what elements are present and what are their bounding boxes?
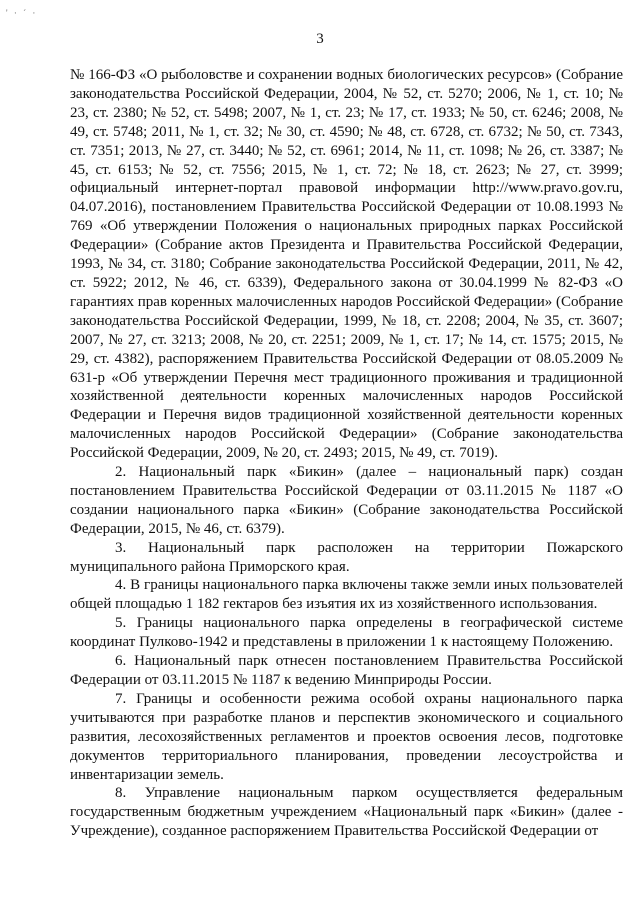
paragraph-2: 2. Национальный парк «Бикин» (далее – национальный парк) создан постановлением Правительства Российской Федерации от 03.11.2015 № 1187 «О создании национального парка «Бикин» (Собрание законодательства Российской Федерации, 2015, № 46, ст. 6379).: [70, 464, 623, 537]
paragraph-7: 7. Границы и особенности режима особой охраны национального парка учитываются при разработке планов и перспектив экономического и социального развития, лесохозяйственных регламентов и проектов освоения лесов, подготовке документов территориального планирования, проведении лесоустройства и инвентаризации земель.: [70, 690, 623, 783]
paragraph-3: 3. Национальный парк расположен на территории Пожарского муниципального района Приморского края.: [70, 539, 623, 575]
document-body: [70, 66, 623, 841]
paragraph-6: 6. Национальный парк отнесен постановлением Правительства Российской Федерации от 03.11.2015 № 1187 к ведению Минприроды России.: [70, 653, 623, 688]
paragraph-8: 8. Управление национальным парком осуществляется федеральным государственным бюджетным учреждением «Национальный парк «Бикин» (далее - Учреждение), созданное распоряжением Правительства Российской Федерации от: [70, 785, 623, 840]
scan-marks: ' · ´ ·: [6, 8, 38, 18]
paragraph-legal-basis-continued: № 166-ФЗ «О рыболовстве и сохранении водных биологических ресурсов» (Собрание законодательства Российской Федерации, 2004, № 52, ст. 5270; 2006, № 1, ст. 10; № 23, ст. 2380; № 52, ст. 5498; 2007, № 1, ст. 23; № 17, ст. 1933; № 50, ст. 6246; 2008, № 49, ст. 5748; 2011, № 1, ст. 32; № 30, ст. 4590; № 48, ст. 6728, ст. 6732; № 50, ст. 7343, ст. 7351; 2013, № 27, ст. 3440; № 52, ст. 6961; 2014, № 11, ст. 1098; № 26, ст. 3387; № 45, ст. 6153; № 52, ст. 7556; 2015, № 1, ст. 72; № 18, ст. 2623; № 27, ст. 3999; официальный интернет-портал правовой информации http://www.pravo.gov.ru, 04.07.2016), постановлением Правительства Российской Федерации от 10.08.1993 № 769 «Об утверждении Положения о национальных природных парках Российской Федерации» (Собрание актов Президента и Правительства Российской Федерации, 1993, № 34, ст. 3180; Собрание законодательства Российской Федерации, 2011, № 42, ст. 5922; 2012, № 46, ст. 6339), Федерального закона от 30.04.1999 № 82-ФЗ «О гарантиях прав коренных малочисленных народов Российской Федерации» (Собрание законодательства Российской Федерации, 1999, № 18, ст. 2208; 2004, № 35, ст. 3607; 2007, № 27, ст. 3213; 2008, № 20, ст. 2251; 2009, № 1, ст. 17; № 14, ст. 1575; 2015, № 29, ст. 4382), распоряжением Правительства Российской Федерации от 08.05.2009 № 631-р «Об утверждении Перечня мест традиционного проживания и традиционной хозяйственной деятельности коренных малочисленных народов Российской Федерации и Перечня видов традиционной хозяйственной деятельности коренных малочисленных народов Российской Федерации» (Собрание законодательства Российской Федерации, 2009, № 20, ст. 2493; 2015, № 49, ст. 7019).: [70, 67, 623, 462]
paragraph-4: 4. В границы национального парка включены также земли иных пользователей общей площадью 1 182 гектаров без изъятия их из хозяйственного использования.: [70, 577, 623, 613]
paragraph-5: 5. Границы национального парка определены в географической системе координат Пулково-1942 и представлены в приложении 1 к настоящему Положению.: [70, 615, 623, 651]
page-number: 3: [316, 31, 324, 47]
